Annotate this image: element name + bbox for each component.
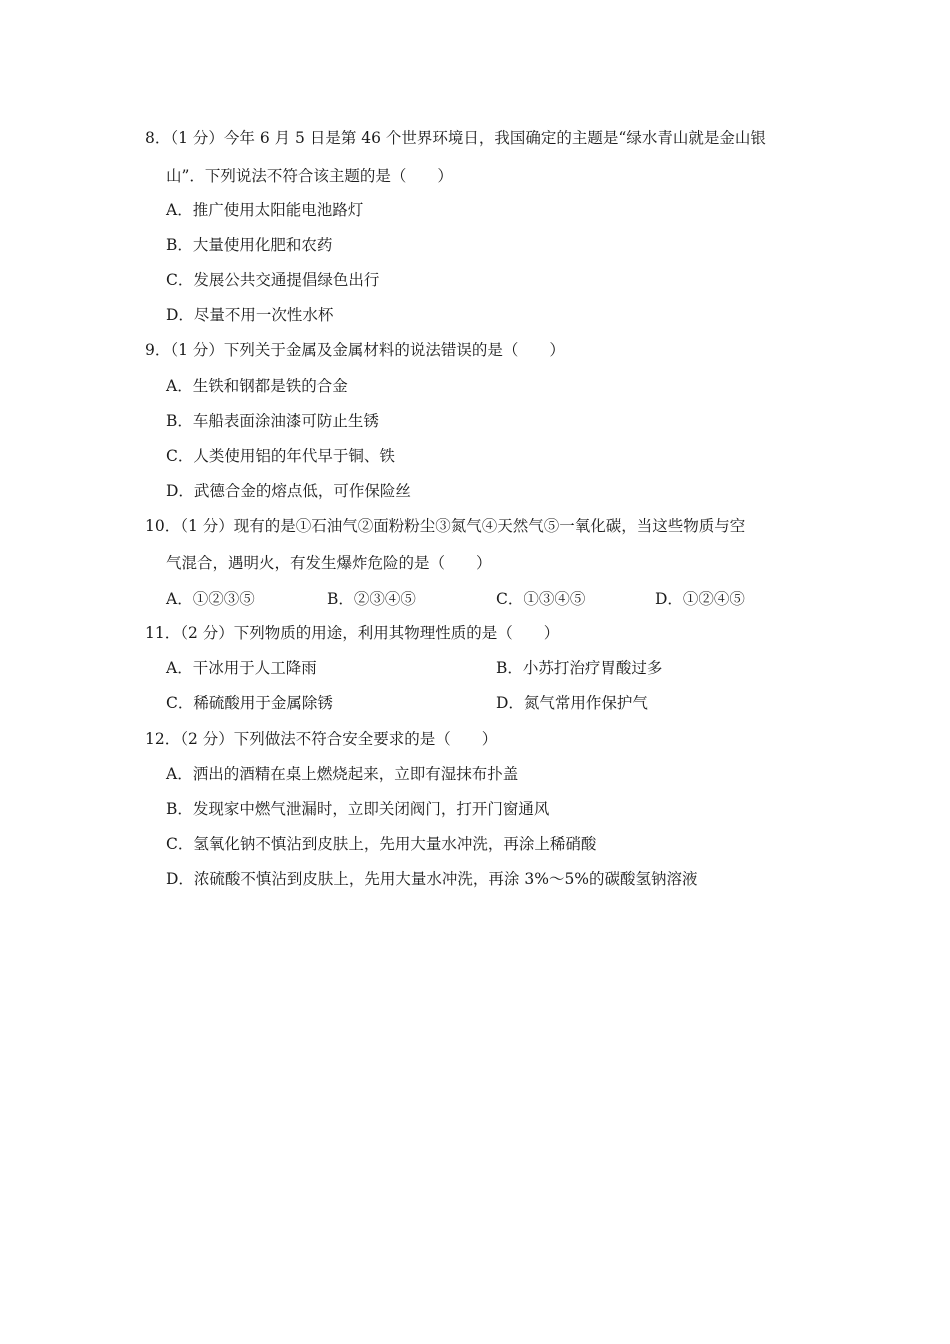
option-b: B．②③④⑤ xyxy=(327,590,416,608)
option-d: D．氮气常用作保护气 xyxy=(496,694,648,712)
question-stem: 11．（2 分）下列物质的用途，利用其物理性质的是（ ） xyxy=(145,624,560,642)
option-c: C．人类使用铝的年代早于铜、铁 xyxy=(166,447,395,465)
option-d: D．尽量不用一次性水杯 xyxy=(166,306,334,324)
option-a: A．生铁和钢都是铁的合金 xyxy=(166,377,348,395)
option-a: A．①②③⑤ xyxy=(166,590,255,608)
option-a: A．洒出的酒精在桌上燃烧起来，立即有湿抹布扑盖 xyxy=(166,765,519,783)
option-b: B．大量使用化肥和农药 xyxy=(166,236,333,254)
option-b: B．小苏打治疗胃酸过多 xyxy=(496,659,663,677)
option-b: B．车船表面涂油漆可防止生锈 xyxy=(166,412,379,430)
option-c: C．氢氧化钠不慎沾到皮肤上，先用大量水冲洗，再涂上稀硝酸 xyxy=(166,835,597,853)
option-d: D．浓硫酸不慎沾到皮肤上，先用大量水冲洗，再涂 3%～5%的碳酸氢钠溶液 xyxy=(166,870,698,888)
option-b: B．发现家中燃气泄漏时，立即关闭阀门，打开门窗通风 xyxy=(166,800,550,818)
question-stem-continued: 山”．下列说法不符合该主题的是（ ） xyxy=(166,167,453,185)
option-a: A．干冰用于人工降雨 xyxy=(166,659,317,677)
option-c: C．①③④⑤ xyxy=(496,590,586,608)
question-stem-continued: 气混合，遇明火，有发生爆炸危险的是（ ） xyxy=(166,554,492,572)
question-stem: 12．（2 分）下列做法不符合安全要求的是（ ） xyxy=(145,730,498,748)
option-c: C．发展公共交通提倡绿色出行 xyxy=(166,271,380,289)
option-d: D．①②④⑤ xyxy=(655,590,745,608)
option-a: A．推广使用太阳能电池路灯 xyxy=(166,201,364,219)
option-c: C．稀硫酸用于金属除锈 xyxy=(166,694,333,712)
question-stem: 10．（1 分）现有的是①石油气②面粉粉尘③氮气④天然气⑤一氧化碳，当这些物质与空 xyxy=(145,517,746,535)
question-stem: 8．（1 分）今年 6 月 5 日是第 46 个世界环境日，我国确定的主题是“绿水青山就是金山银 xyxy=(145,129,766,147)
question-stem: 9．（1 分）下列关于金属及金属材料的说法错误的是（ ） xyxy=(145,341,565,359)
option-d: D．武德合金的熔点低，可作保险丝 xyxy=(166,482,411,500)
